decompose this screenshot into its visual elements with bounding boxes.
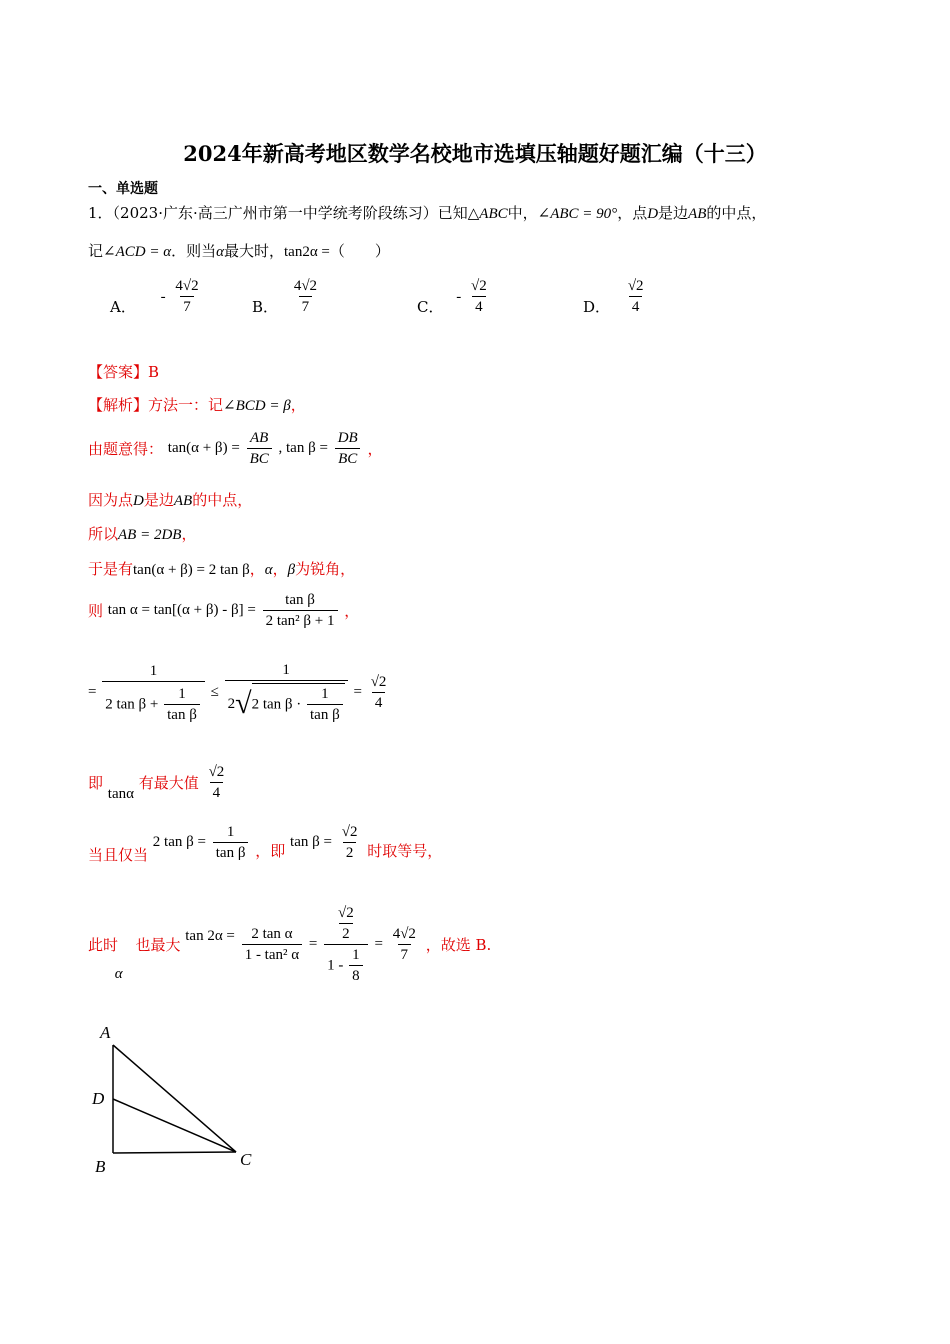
text: 有最大值 xyxy=(138,774,199,792)
answer-line xyxy=(88,361,159,382)
analysis-line-9 xyxy=(88,822,442,863)
option-denominator: 7 xyxy=(299,296,313,317)
option-denominator: 4 xyxy=(629,296,643,317)
numerator: 4√2 xyxy=(392,926,416,942)
denominator: 4 xyxy=(210,782,224,803)
text: 方法一：记 xyxy=(148,396,224,414)
text: ，即 xyxy=(255,842,286,860)
denominator: 2 tan² β + 1 xyxy=(263,610,338,631)
question-line-1 xyxy=(88,202,766,223)
question-line-2 xyxy=(88,240,390,261)
formula: 2 tan β = xyxy=(152,834,206,850)
formula: tan α = tan[(α + β) - β] = xyxy=(107,602,256,618)
formula: tan(α + β) = xyxy=(167,440,240,456)
text: 记 xyxy=(88,242,104,260)
analysis-line-1 xyxy=(88,394,306,415)
text: 此时 xyxy=(88,936,119,954)
label-d: D xyxy=(92,1089,105,1108)
label-a: A xyxy=(100,1023,111,1042)
text: ， xyxy=(344,602,360,620)
formula: tan 2α = xyxy=(185,928,235,944)
angle-acd: ∠ACD = α xyxy=(103,244,172,260)
label-b: B xyxy=(95,1157,106,1176)
text: ，点 xyxy=(617,204,648,222)
text: ．则当 xyxy=(171,242,217,260)
denominator: BC xyxy=(335,448,360,469)
edge-ab: AB xyxy=(688,206,707,222)
beta: β xyxy=(287,562,296,578)
answer-value: B xyxy=(148,363,160,381)
option-denominator: 7 xyxy=(180,296,194,317)
tan2a: tan2α = xyxy=(284,244,330,260)
text: 则 xyxy=(88,602,104,620)
numerator: DB xyxy=(337,430,358,446)
alpha: α xyxy=(264,562,273,578)
option-sign: - xyxy=(160,288,166,305)
angle-abc: ∠ABC = 90° xyxy=(537,206,618,222)
text: 是边 xyxy=(143,491,174,509)
analysis-line-6 xyxy=(88,590,359,631)
numerator: √2 xyxy=(341,824,358,840)
alpha: α xyxy=(114,966,123,982)
label-c: C xyxy=(240,1150,252,1169)
denominator: BC xyxy=(247,448,272,469)
formula: tan β = xyxy=(290,834,332,850)
analysis-line-8 xyxy=(88,762,229,803)
denominator: tan β xyxy=(213,842,249,863)
option-numerator: 4√2 xyxy=(293,278,318,294)
option-label: B． xyxy=(252,298,279,316)
equals: = xyxy=(374,936,383,952)
text: 的中点， xyxy=(192,491,253,509)
analysis-line-10 xyxy=(88,903,491,986)
formula: tanα xyxy=(107,786,134,802)
analysis-line-2 xyxy=(88,428,383,469)
option-sign: - xyxy=(456,288,462,305)
answer-blank: （ ） xyxy=(329,242,390,260)
formula: , tan β = xyxy=(278,440,328,456)
edge-ab: AB xyxy=(173,493,193,509)
text: ， xyxy=(181,525,197,543)
numerator: 1 xyxy=(352,947,360,963)
option-c[interactable] xyxy=(417,276,492,317)
text: 由题意得： xyxy=(88,440,164,458)
denominator: tan β xyxy=(164,704,200,725)
denominator: 4 xyxy=(372,692,386,713)
numerator: AB xyxy=(249,430,269,446)
text: ， xyxy=(249,560,265,578)
answer-label: 【答案】 xyxy=(88,363,149,381)
point-d: D xyxy=(133,493,144,509)
text: 中， xyxy=(507,204,538,222)
coefficient: 2 xyxy=(227,696,236,712)
analysis-line-5 xyxy=(88,558,355,579)
option-numerator: √2 xyxy=(627,278,644,294)
triangle-abc: △ABC xyxy=(467,206,508,222)
option-numerator: 4√2 xyxy=(175,278,199,294)
edge-ac-line xyxy=(113,1045,236,1152)
text: 为锐角， xyxy=(295,560,356,578)
numerator: 1 xyxy=(321,686,329,702)
denominator: 1 - tan² α xyxy=(242,944,302,965)
equals: = xyxy=(88,684,97,700)
option-label: D． xyxy=(583,298,611,316)
denominator: 7 xyxy=(398,944,412,965)
text: ， xyxy=(367,440,383,458)
option-label: A． xyxy=(110,298,136,316)
option-denominator: 4 xyxy=(472,296,486,317)
option-numerator: √2 xyxy=(471,278,487,294)
text: 所以 xyxy=(88,525,119,543)
numerator: √2 xyxy=(208,764,225,780)
denominator: 8 xyxy=(349,965,363,986)
numerator: √2 xyxy=(370,674,387,690)
denominator-term: 2 tan β + xyxy=(105,696,159,712)
less-equal: ≤ xyxy=(210,684,219,700)
text: 因为点 xyxy=(88,491,134,509)
option-d[interactable] xyxy=(583,276,649,317)
angle-bcd: ∠BCD = β xyxy=(223,398,291,414)
document-title: 2024年新高考地区数学名校地市选填压轴题好题汇编（十三） xyxy=(183,141,767,166)
text: 的中点， xyxy=(706,204,767,222)
analysis-label: 【解析】 xyxy=(88,396,149,414)
question-source: （2023·广东·高三广州市第一中学统考阶段练习）已知 xyxy=(112,204,468,222)
numerator: 1 xyxy=(178,685,186,702)
option-a[interactable] xyxy=(110,276,204,317)
point-d: D xyxy=(647,206,659,222)
text: ，故选 B. xyxy=(425,936,492,954)
option-label: C． xyxy=(417,298,444,316)
radicand: 2 tan β · xyxy=(251,696,302,713)
segment-cd-line xyxy=(113,1099,236,1152)
formula: AB = 2DB xyxy=(118,527,182,543)
edge-bc-line xyxy=(113,1152,236,1153)
triangle-figure xyxy=(80,1015,280,1185)
question-number: 1． xyxy=(88,204,113,222)
formula: tan(α + β) = 2 tan β xyxy=(133,562,250,578)
denominator: 2 xyxy=(343,842,357,863)
section-heading: 一、单选题 xyxy=(88,181,158,197)
numerator: 1 xyxy=(149,662,158,679)
analysis-line-4 xyxy=(88,523,196,544)
equals: = xyxy=(353,684,366,700)
text: 时取等号， xyxy=(367,842,443,860)
text: 当且仅当 xyxy=(88,846,149,864)
analysis-line-3 xyxy=(88,489,252,510)
text: ， xyxy=(290,396,306,414)
option-b[interactable] xyxy=(252,276,322,317)
sqrt-icon: √ xyxy=(235,687,252,720)
text: 最大时， xyxy=(223,242,284,260)
denominator: 2 xyxy=(339,923,353,944)
analysis-line-7 xyxy=(88,660,391,725)
numerator: 1 xyxy=(226,824,235,840)
text: 也最大 xyxy=(135,936,181,954)
numerator: √2 xyxy=(338,905,354,921)
numerator: 2 tan α xyxy=(251,926,293,942)
numerator: 1 xyxy=(282,662,290,678)
text: ， xyxy=(272,560,288,578)
denominator-term: 1 - xyxy=(327,957,344,974)
equals: = xyxy=(308,936,318,952)
denominator: tan β xyxy=(307,704,343,725)
alpha: α xyxy=(216,244,224,260)
text: 是边 xyxy=(658,204,689,222)
text: 于是有 xyxy=(88,560,134,578)
text: 即 xyxy=(88,774,104,792)
numerator: tan β xyxy=(285,592,315,608)
